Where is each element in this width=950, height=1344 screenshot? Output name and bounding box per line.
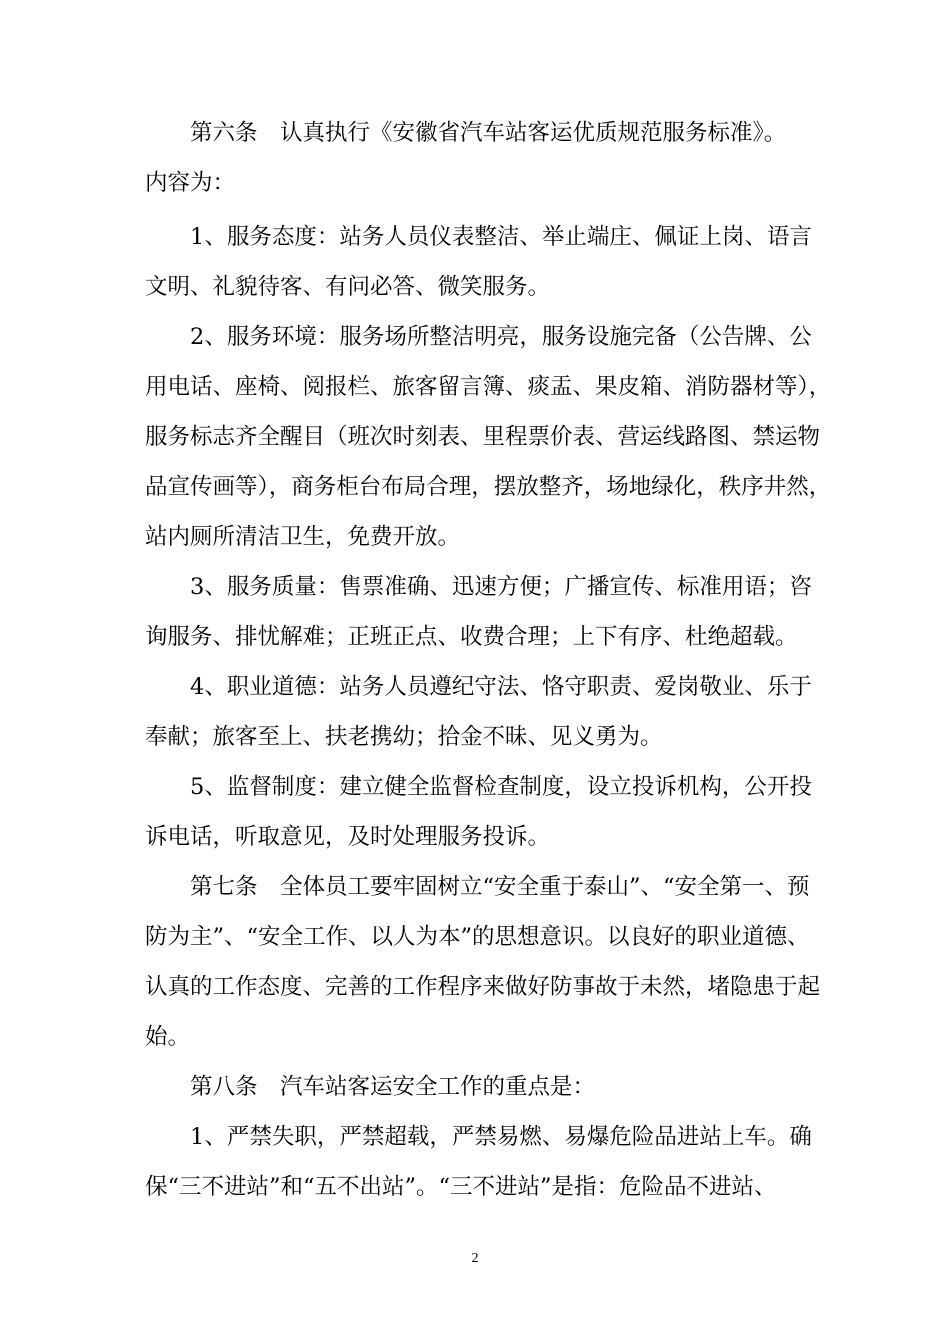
text-line: 第七条 全体员工要牢固树立“安全重于泰山”、“安全第一、预	[190, 874, 810, 900]
text-line: 5、监督制度：建立健全监督检查制度，设立投诉机构，公开投	[190, 774, 812, 800]
text-line: 认真的工作态度、完善的工作程序来做好防事故于未然，堵隐患于起	[145, 974, 821, 1000]
text-line: 品宣传画等），商务柜台布局合理，摆放整齐，场地绿化，秩序井然，	[145, 474, 832, 500]
text-line: 第八条 汽车站客运安全工作的重点是：	[190, 1074, 596, 1100]
text-line: 1、严禁失职，严禁超载，严禁易燃、易爆危险品进站上车。确	[190, 1124, 812, 1150]
text-line: 第六条 认真执行《安徽省汽车站客运优质规范服务标准》。	[190, 120, 787, 146]
text-line: 站内厕所清洁卫生，免费开放。	[145, 524, 461, 550]
text-line: 内容为：	[145, 170, 236, 196]
text-line: 询服务、排忧解难；正班正点、收费合理；上下有序、杜绝超载。	[145, 624, 798, 650]
page-number: 2	[471, 1251, 479, 1266]
text-line: 文明、礼貌待客、有问必答、微笑服务。	[145, 274, 551, 300]
text-line: 奉献；旅客至上、扶老携幼；拾金不昧、见义勇为。	[145, 724, 663, 750]
text-line: 服务标志齐全醒目（班次时刻表、里程票价表、营运线路图、禁运物	[145, 424, 821, 450]
text-line: 防为主”、“安全工作、以人为本”的思想意识。以良好的职业道德、	[145, 924, 810, 950]
text-line: 诉电话，听取意见，及时处理服务投诉。	[145, 824, 551, 850]
text-line: 2、服务环境：服务场所整洁明亮，服务设施完备（公告牌、公	[190, 324, 812, 350]
text-line: 4、职业道德：站务人员遵纪守法、恪守职责、爱岗敬业、乐于	[190, 674, 812, 700]
text-line: 保“三不进站”和“五不出站”。“三不进站”是指：危险品不进站、	[145, 1174, 777, 1200]
text-line: 用电话、座椅、阅报栏、旅客留言簿、痰盂、果皮箱、消防器材等），	[145, 374, 832, 400]
text-line: 3、服务质量：售票准确、迅速方便；广播宣传、标准用语；咨	[190, 574, 812, 600]
text-line: 1、服务态度：站务人员仪表整洁、举止端庄、佩证上岗、语言	[190, 224, 812, 250]
text-line: 始。	[145, 1024, 191, 1050]
